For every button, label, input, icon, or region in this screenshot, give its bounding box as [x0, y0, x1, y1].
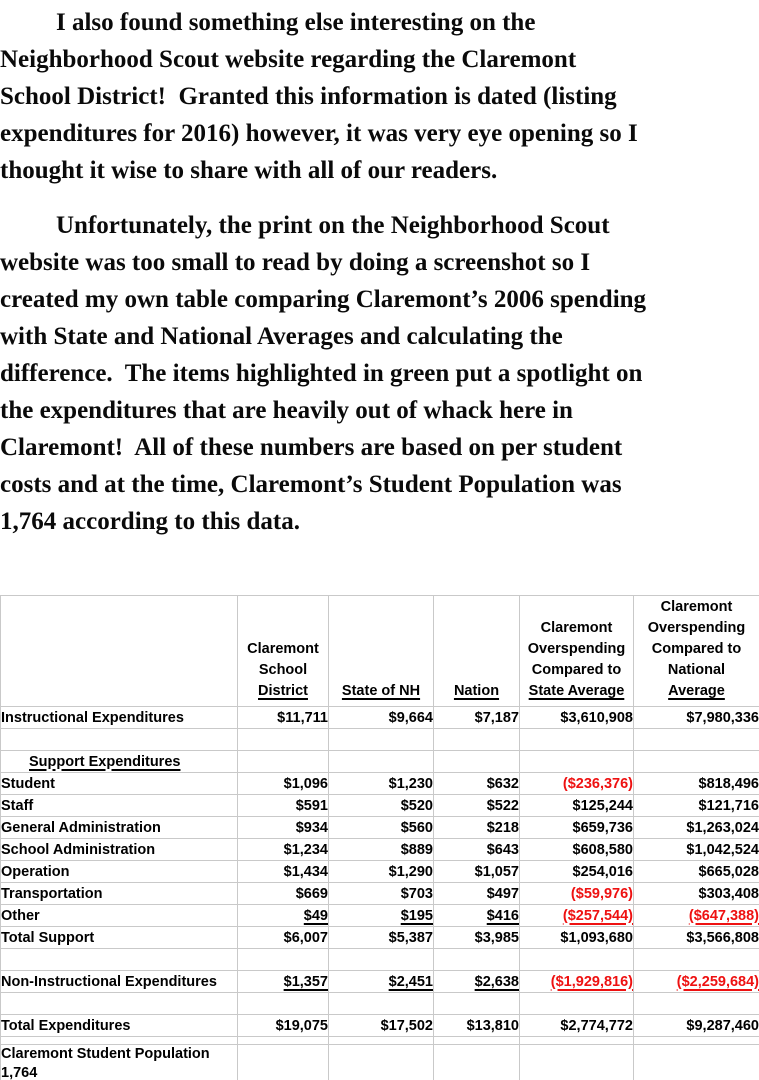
value-cell: [434, 1045, 520, 1080]
value-cell: $665,028: [634, 861, 759, 883]
text-line: costs and at the time, Claremont’s Student Population was: [0, 471, 622, 498]
value-cell: [434, 949, 520, 971]
row-label: [1, 949, 238, 971]
table-row: [1, 795, 759, 817]
text-line: Unfortunately, the print on the Neighborhood Scout: [56, 212, 610, 239]
value-cell: [434, 751, 520, 773]
text-line: with State and National Averages and calculating the: [0, 323, 563, 350]
value-cell: $9,664: [329, 707, 434, 729]
value-cell: $195: [329, 905, 434, 927]
value-cell: [329, 1045, 434, 1080]
value-cell: [329, 949, 434, 971]
value-cell: $5,387: [329, 927, 434, 949]
value-cell: $659,736: [520, 817, 634, 839]
value-cell: [434, 993, 520, 1015]
value-cell: ($2,259,684): [634, 971, 759, 993]
spending-comparison-table: [0, 595, 759, 1080]
text-line: thought it wise to share with all of our readers.: [0, 157, 498, 184]
row-label: Instructional Expenditures: [1, 707, 238, 729]
value-cell: [634, 751, 759, 773]
row-label: Non-Instructional Expenditures: [1, 971, 238, 993]
column-header-row-label: [1, 596, 238, 707]
table-row: [1, 905, 759, 927]
value-cell: $3,566,808: [634, 927, 759, 949]
text-line: created my own table comparing Claremont’s 2006 spending: [0, 286, 647, 313]
value-cell: $608,580: [520, 839, 634, 861]
text-line: Neighborhood Scout website regarding the Claremont: [0, 46, 577, 73]
value-cell: $522: [434, 795, 520, 817]
value-cell: [329, 751, 434, 773]
row-label: Claremont Student Population 1,764: [1, 1045, 238, 1080]
paragraph: [0, 207, 759, 540]
value-cell: $889: [329, 839, 434, 861]
value-cell: $7,980,336: [634, 707, 759, 729]
table-header-row: [1, 596, 759, 707]
value-cell: ($647,388): [634, 905, 759, 927]
value-cell: [634, 949, 759, 971]
value-cell: [434, 729, 520, 751]
value-cell: [329, 993, 434, 1015]
value-cell: $703: [329, 883, 434, 905]
value-cell: $1,434: [238, 861, 329, 883]
value-cell: [520, 949, 634, 971]
text-line: the expenditures that are heavily out of whack here in: [0, 397, 573, 424]
value-cell: $2,451: [329, 971, 434, 993]
value-cell: $1,234: [238, 839, 329, 861]
table-row: [1, 839, 759, 861]
value-cell: $49: [238, 905, 329, 927]
value-cell: $934: [238, 817, 329, 839]
value-cell: $1,042,524: [634, 839, 759, 861]
value-cell: [238, 729, 329, 751]
value-cell: [634, 993, 759, 1015]
value-cell: [520, 751, 634, 773]
value-cell: ($59,976): [520, 883, 634, 905]
value-cell: [520, 729, 634, 751]
value-cell: ($257,544): [520, 905, 634, 927]
value-cell: $818,496: [634, 773, 759, 795]
value-cell: $218: [434, 817, 520, 839]
row-label: Total Support: [1, 927, 238, 949]
value-cell: $669: [238, 883, 329, 905]
value-cell: [634, 729, 759, 751]
value-cell: $2,774,772: [520, 1015, 634, 1037]
value-cell: $643: [434, 839, 520, 861]
value-cell: [238, 1045, 329, 1080]
row-label: School Administration: [1, 839, 238, 861]
value-cell: $125,244: [520, 795, 634, 817]
value-cell: $7,187: [434, 707, 520, 729]
text-line: School District! Granted this information is dated (listing: [0, 83, 617, 110]
value-cell: [520, 1037, 634, 1045]
value-cell: $303,408: [634, 883, 759, 905]
text-line: difference. The items highlighted in green put a spotlight on: [0, 360, 643, 387]
value-cell: [520, 1045, 634, 1080]
table-row: [1, 707, 759, 729]
table-row: [1, 927, 759, 949]
value-cell: $1,057: [434, 861, 520, 883]
table-row: [1, 949, 759, 971]
column-header-nation: Nation: [434, 596, 520, 707]
text-line: 1,764 according to this data.: [0, 508, 300, 535]
table-row: [1, 773, 759, 795]
value-cell: ($1,929,816): [520, 971, 634, 993]
value-cell: $520: [329, 795, 434, 817]
text-line: Claremont! All of these numbers are based on per student: [0, 434, 623, 461]
table-row: [1, 1045, 759, 1080]
value-cell: $11,711: [238, 707, 329, 729]
value-cell: [434, 1037, 520, 1045]
value-cell: [634, 1045, 759, 1080]
row-label: Total Expenditures: [1, 1015, 238, 1037]
table-row: [1, 861, 759, 883]
value-cell: $1,096: [238, 773, 329, 795]
row-label: Student: [1, 773, 238, 795]
value-cell: $632: [434, 773, 520, 795]
value-cell: [520, 993, 634, 1015]
value-cell: $19,075: [238, 1015, 329, 1037]
value-cell: $1,357: [238, 971, 329, 993]
paragraph: [0, 4, 759, 189]
value-cell: $1,230: [329, 773, 434, 795]
value-cell: $560: [329, 817, 434, 839]
value-cell: $254,016: [520, 861, 634, 883]
value-cell: $17,502: [329, 1015, 434, 1037]
value-cell: $9,287,460: [634, 1015, 759, 1037]
table-row: [1, 883, 759, 905]
row-label: Support Expenditures: [1, 751, 238, 773]
value-cell: ($236,376): [520, 773, 634, 795]
value-cell: $1,290: [329, 861, 434, 883]
value-cell: $121,716: [634, 795, 759, 817]
value-cell: [238, 751, 329, 773]
row-label: [1, 1037, 238, 1045]
table-row: [1, 751, 759, 773]
row-label: Operation: [1, 861, 238, 883]
value-cell: [329, 729, 434, 751]
value-cell: [329, 1037, 434, 1045]
value-cell: $497: [434, 883, 520, 905]
value-cell: $2,638: [434, 971, 520, 993]
article-text: [0, 4, 759, 558]
table-row: [1, 1037, 759, 1045]
value-cell: $591: [238, 795, 329, 817]
value-cell: $3,610,908: [520, 707, 634, 729]
row-label: [1, 729, 238, 751]
table-row: [1, 1015, 759, 1037]
column-header-overspending-vs-national: Claremont Overspending Compared to National Average: [634, 596, 759, 707]
value-cell: $1,263,024: [634, 817, 759, 839]
value-cell: [634, 1037, 759, 1045]
value-cell: $6,007: [238, 927, 329, 949]
column-header-overspending-vs-state: Claremont Overspending Compared to State Average: [520, 596, 634, 707]
text-line: I also found something else interesting on the: [56, 9, 536, 36]
value-cell: $13,810: [434, 1015, 520, 1037]
row-label: Staff: [1, 795, 238, 817]
value-cell: [238, 1037, 329, 1045]
table-row: [1, 971, 759, 993]
text-line: website was too small to read by doing a screenshot so I: [0, 249, 591, 276]
row-label: Transportation: [1, 883, 238, 905]
row-label: [1, 993, 238, 1015]
column-header-state-of-nh: State of NH: [329, 596, 434, 707]
value-cell: $416: [434, 905, 520, 927]
value-cell: [238, 993, 329, 1015]
table-row: [1, 817, 759, 839]
row-label: Other: [1, 905, 238, 927]
table-row: [1, 729, 759, 751]
row-label: General Administration: [1, 817, 238, 839]
value-cell: $1,093,680: [520, 927, 634, 949]
value-cell: [238, 949, 329, 971]
column-header-claremont-school-district: Claremont School District: [238, 596, 329, 707]
table-row: [1, 993, 759, 1015]
value-cell: $3,985: [434, 927, 520, 949]
text-line: expenditures for 2016) however, it was very eye opening so I: [0, 120, 638, 147]
